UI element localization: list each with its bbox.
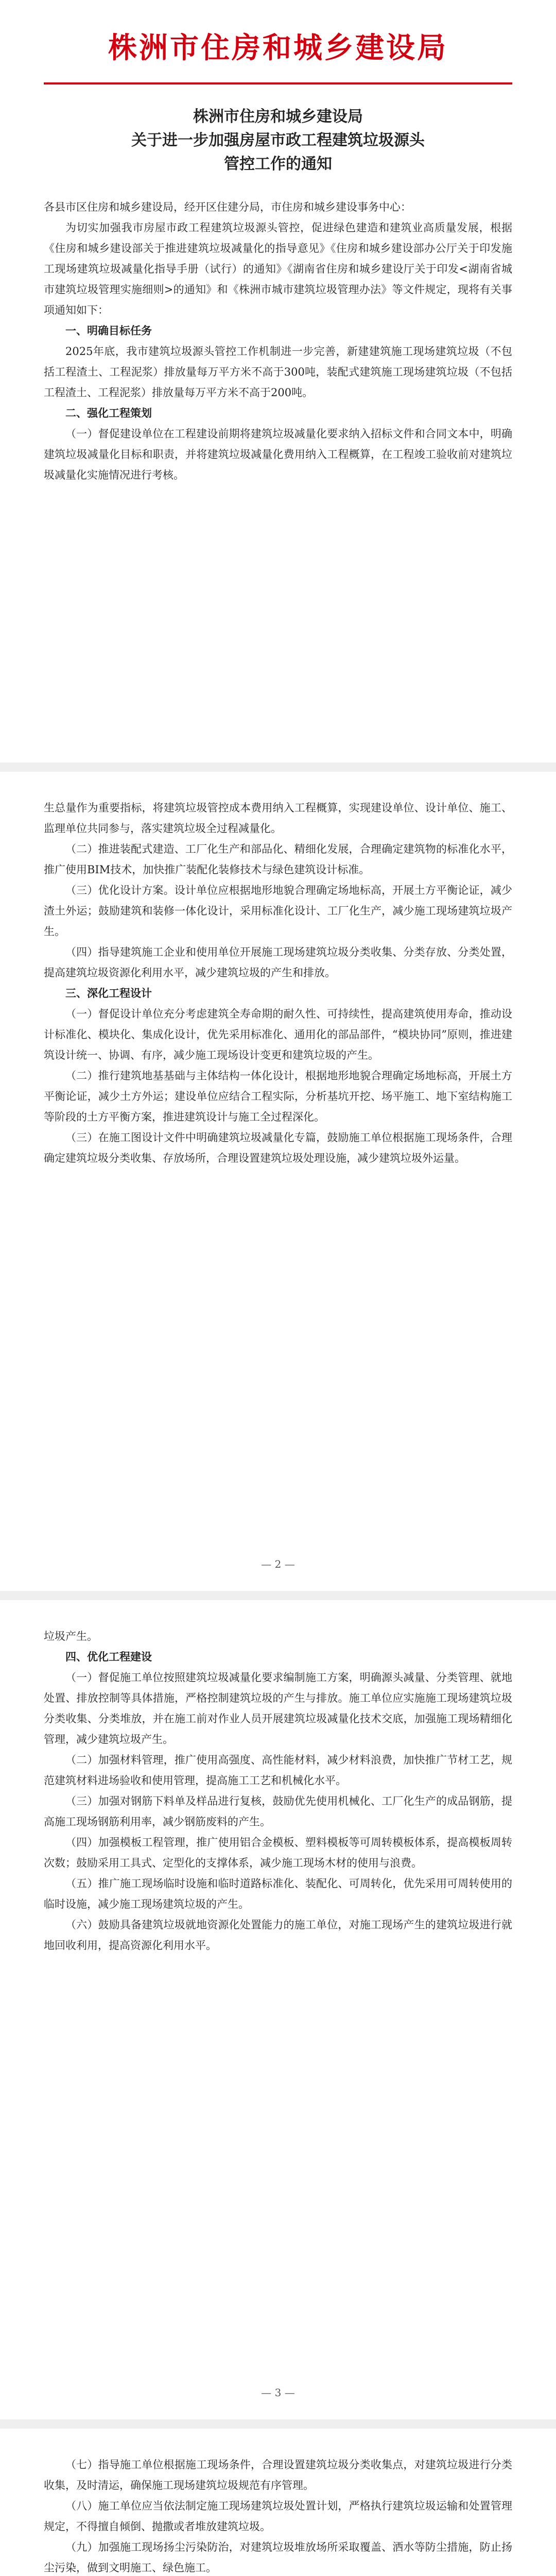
section-4-item-8: （八）施工单位应当依法制定施工现场建筑垃圾处置计划，严格执行建筑垃圾运输和处置管理规定，不得擅自倾倒、抛撒或者堆放建筑垃圾。 bbox=[44, 2500, 512, 2533]
section-4-item-2: （二）加强材料管理，推广使用高强度、高性能材料，减少材料浪费，加快推广节材工艺，规范建筑材料进场验收和使用管理，提高施工工艺和机械化水平。 bbox=[44, 1754, 512, 1787]
page-4 bbox=[0, 2429, 556, 2576]
masthead: 株洲市住房和城乡建设局 bbox=[108, 31, 448, 65]
section-2-heading: 二、强化工程策划 bbox=[65, 406, 152, 419]
section-1-heading: 一、明确目标任务 bbox=[65, 324, 152, 337]
section-4-lead: 垃圾产生。 bbox=[44, 1630, 98, 1642]
section-3-item-3: （三）在施工图设计文件中明确建筑垃圾减量化专篇，鼓励施工单位根据施工现场条件，合理确定建筑垃圾分类收集、存放场所，合理设置建筑垃圾处理设施，减少建筑垃圾外运量。 bbox=[44, 1131, 512, 1164]
section-3-item-2: （二）推行建筑地基基础与主体结构一体化设计，根据地形地貌合理确定场地标高，开展土方平衡论证，减少土方外运；建设单位应结合工程实际，分析基坑开挖、场平施工、地下室结构施工等阶段的土方平衡方案，推进建筑设计与施工全过程深化。 bbox=[44, 1070, 512, 1123]
page-2 bbox=[0, 772, 556, 1591]
section-2-item-3: （三）优化设计方案。设计单位应根据地形地貌合理确定场地标高，开展土方平衡论证，减少渣土外运；鼓励建筑和装修一体化设计，采用标准化设计、工厂化生产，减少施工现场建筑垃圾产生。 bbox=[44, 884, 512, 938]
page-number: — 2 — bbox=[261, 1558, 295, 1570]
page-separator bbox=[0, 2419, 556, 2429]
section-4-item-9: （九）加强施工现场扬尘污染防治，对建筑垃圾堆放场所采取覆盖、洒水等防尘措施，防止扬尘污染，做到文明施工、绿色施工。 bbox=[44, 2541, 512, 2574]
page-separator bbox=[0, 762, 556, 772]
page-number: — 3 — bbox=[261, 2386, 295, 2399]
section-4-item-7: （七）指导施工单位根据施工现场条件，合理设置建筑垃圾分类收集点，对建筑垃圾进行分类收集，及时清运，确保施工现场建筑垃圾规范有序管理。 bbox=[44, 2459, 512, 2492]
section-3-item-1: （一）督促设计单位充分考虑建筑全寿命期的耐久性、可持续性，提高建筑使用寿命，推动设计标准化、模块化、集成化设计，优先采用标准化、通用化的部品部件，“模块协同”原则，推进建筑设计统一、协调、有序，减少施工现场设计变更和建筑垃圾的产生。 bbox=[44, 1008, 512, 1061]
section-4-heading: 四、优化工程建设 bbox=[65, 1650, 152, 1663]
section-2-item-1: （一）督促建设单位在工程建设前期将建筑垃圾减量化要求纳入招标文件和合同文本中，明确建筑垃圾减量化目标和职责，并将建筑垃圾减量化费用纳入工程概算，在工程竣工验收前对建筑垃圾减量化实施情况进行考核。 bbox=[44, 428, 512, 481]
page-separator bbox=[0, 1591, 556, 1600]
section-2-item-4: （四）指导建筑施工企业和使用单位开展施工现场建筑垃圾分类收集、分类存放、分类处置，提高建筑垃圾资源化利用水平，减少建筑垃圾的产生和排放。 bbox=[44, 946, 512, 979]
section-2-item-2: （二）推进装配式建造、工厂化生产和部品化、精细化发展，合理确定建筑物的标准化水平，推广使用BIM技术，加快推广装配化装修技术与绿色建筑设计标准。 bbox=[44, 843, 512, 876]
section-3-heading: 三、深化工程设计 bbox=[65, 987, 152, 999]
page-3 bbox=[0, 1600, 556, 2419]
section-4-item-4: （四）加强模板工程管理，推广使用铝合金模板、塑料模板等可周转模板体系，提高模板周转次数；鼓励采用工具式、定型化的支撑体系，减少施工现场木材的使用与浪费。 bbox=[44, 1836, 512, 1869]
section-4-item-3: （三）加强对钢筋下料单及样品进行复核，鼓励优先使用机械化、工厂化生产的成品钢筋，提高施工现场钢筋利用率，减少钢筋废料的产生。 bbox=[44, 1795, 512, 1828]
section-1-paragraph: 2025年底，我市建筑垃圾源头管控工作机制进一步完善，新建建筑施工现场建筑垃圾（不包括工程渣土、工程泥浆）排放量每万平方米不高于300吨，装配式建筑施工现场建筑垃圾（不包括工程渣土、工程泥浆）排放量每万平方米不高于200吨。 bbox=[44, 345, 512, 399]
document-title: 株洲市住房和城乡建设局 关于进一步加强房屋市政工程建筑垃圾源头 管控工作的通知 bbox=[131, 108, 425, 173]
red-divider bbox=[44, 82, 512, 84]
section-4-item-5: （五）推广施工现场临时设施和临时道路标准化、装配化、可周转化，优先采用可周转使用的临时设施，减少施工现场建筑垃圾的产生。 bbox=[44, 1877, 512, 1910]
section-2-item-1-continued: 生总量作为重要指标，将建筑垃圾管控成本费用纳入工程概算，实现建设单位、设计单位、施工、监理单位共同参与，落实建筑垃圾全过程减量化。 bbox=[44, 802, 512, 835]
section-4-item-1: （一）督促施工单位按照建筑垃圾减量化要求编制施工方案，明确源头减量、分类管理、就地处置、排放控制等具体措施，严格控制建筑垃圾的产生与排放。施工单位应实施施工现场建筑垃圾分类收集、分类堆放，并在施工前对作业人员开展建筑垃圾减量化技术交底，加强施工现场精细化管理，减少建筑垃圾产生。 bbox=[44, 1671, 512, 1745]
page-1 bbox=[0, 0, 556, 762]
section-4-item-6: （六）鼓励具备建筑垃圾就地资源化处置能力的施工单位，对施工现场产生的建筑垃圾进行就地回收利用，提高资源化利用水平。 bbox=[44, 1919, 512, 1952]
addressee: 各县市区住房和城乡建设局，经开区住建分局，市住房和城乡建设事务中心： bbox=[44, 201, 411, 213]
intro-paragraph: 为切实加强我市房屋市政工程建筑垃圾源头管控，促进绿色建造和建筑业高质量发展，根据《住房和城乡建设部关于推进建筑垃圾减量化的指导意见》《住房和城乡建设部办公厅关于印发施工现场建筑垃圾减量化指导手册（试行）的通知》《湖南省住房和城乡建设厅关于印发<湖南省城市建筑垃圾管理实施细则>的通知》和《株洲市城市建筑垃圾管理办法》等文件规定，现将有关事项通知如下： bbox=[44, 222, 512, 316]
